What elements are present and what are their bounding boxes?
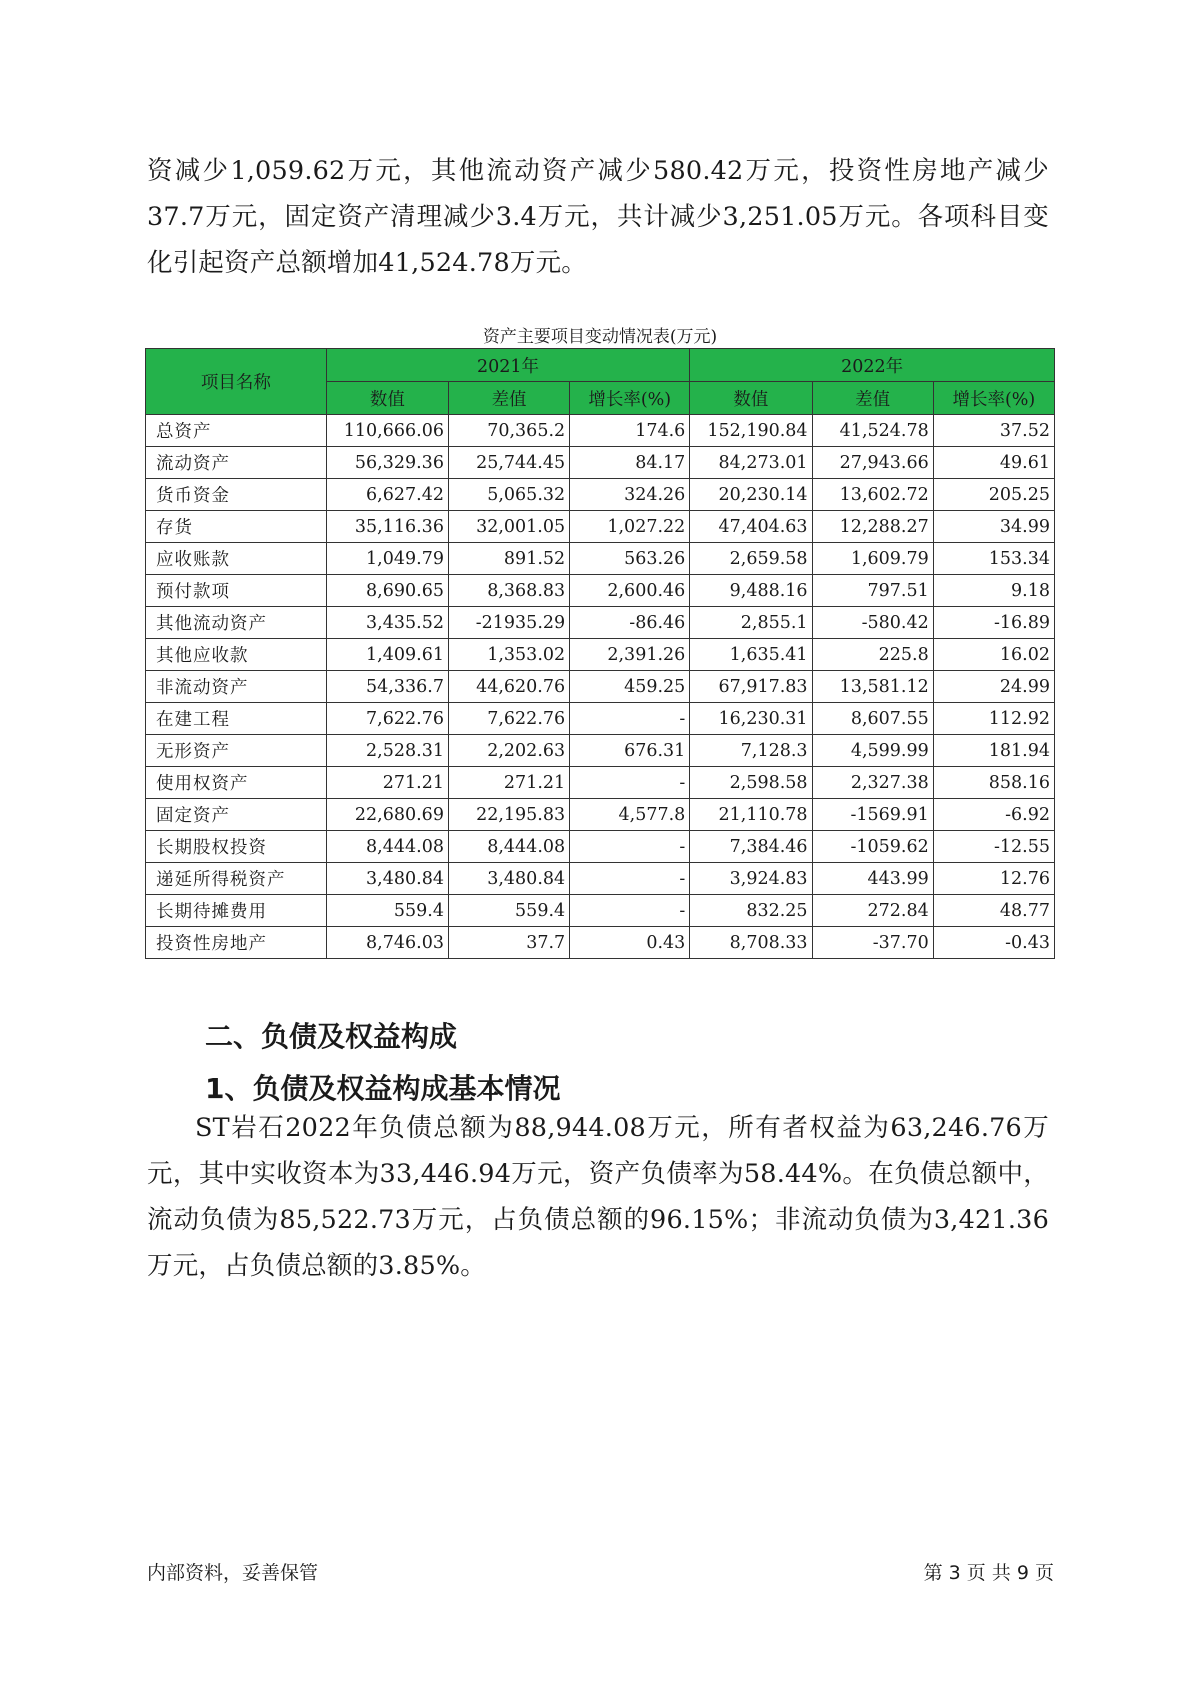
diff-2022: -580.42 (812, 607, 933, 639)
diff-2022: 4,599.99 (812, 735, 933, 767)
table-row (146, 927, 1055, 959)
row-item-name: 长期股权投资 (146, 831, 327, 863)
growth-2022: 153.34 (933, 543, 1054, 575)
diff-2021: 5,065.32 (448, 479, 569, 511)
value-2021: 35,116.36 (326, 511, 448, 543)
table-row (146, 415, 1055, 447)
growth-2021: 2,600.46 (570, 575, 690, 607)
diff-2021: 1,353.02 (448, 639, 569, 671)
table-row (146, 575, 1055, 607)
diff-2022: -1569.91 (812, 799, 933, 831)
value-2022: 2,855.1 (690, 607, 812, 639)
growth-2022: -0.43 (933, 927, 1054, 959)
value-2021: 3,480.84 (326, 863, 448, 895)
row-item-name: 非流动资产 (146, 671, 327, 703)
intro-paragraph: 资减少1,059.62万元，其他流动资产减少580.42万元，投资性房地产减少37.7万元，固定资产清理减少3.4万元，共计减少3,251.05万元。各项科目变化引起资产总额增加41,524.78万元。 (147, 156, 1049, 278)
diff-2021: 559.4 (448, 895, 569, 927)
row-item-name: 使用权资产 (146, 767, 327, 799)
table-row (146, 511, 1055, 543)
table-row (146, 639, 1055, 671)
table-row (146, 767, 1055, 799)
diff-2022: 13,602.72 (812, 479, 933, 511)
diff-2022: 797.51 (812, 575, 933, 607)
diff-2021: 8,368.83 (448, 575, 569, 607)
column-header-year-2022: 2022年 (690, 349, 1055, 382)
value-2021: 559.4 (326, 895, 448, 927)
value-2021: 3,435.52 (326, 607, 448, 639)
growth-2021: 324.26 (570, 479, 690, 511)
value-2022: 152,190.84 (690, 415, 812, 447)
growth-2021: -86.46 (570, 607, 690, 639)
growth-2021: - (570, 831, 690, 863)
value-2022: 67,917.83 (690, 671, 812, 703)
diff-2021: 25,744.45 (448, 447, 569, 479)
growth-2022: 12.76 (933, 863, 1054, 895)
value-2022: 2,659.58 (690, 543, 812, 575)
diff-2021: -21935.29 (448, 607, 569, 639)
diff-2022: 13,581.12 (812, 671, 933, 703)
diff-2022: 272.84 (812, 895, 933, 927)
table-row (146, 703, 1055, 735)
growth-2022: -16.89 (933, 607, 1054, 639)
column-header-diff: 差值 (812, 382, 933, 415)
table-row (146, 543, 1055, 575)
column-header-growth: 增长率(%) (933, 382, 1054, 415)
table-row (146, 479, 1055, 511)
row-item-name: 固定资产 (146, 799, 327, 831)
value-2021: 6,627.42 (326, 479, 448, 511)
value-2022: 7,384.46 (690, 831, 812, 863)
table-row (146, 607, 1055, 639)
table-row (146, 799, 1055, 831)
diff-2021: 2,202.63 (448, 735, 569, 767)
growth-2021: - (570, 703, 690, 735)
diff-2021: 70,365.2 (448, 415, 569, 447)
growth-2021: 1,027.22 (570, 511, 690, 543)
growth-2021: 459.25 (570, 671, 690, 703)
row-item-name: 流动资产 (146, 447, 327, 479)
diff-2022: 27,943.66 (812, 447, 933, 479)
value-2021: 22,680.69 (326, 799, 448, 831)
growth-2022: 112.92 (933, 703, 1054, 735)
value-2021: 54,336.7 (326, 671, 448, 703)
row-item-name: 其他流动资产 (146, 607, 327, 639)
diff-2022: 12,288.27 (812, 511, 933, 543)
value-2022: 2,598.58 (690, 767, 812, 799)
asset-changes-table (145, 348, 1055, 959)
diff-2022: 8,607.55 (812, 703, 933, 735)
row-item-name: 存货 (146, 511, 327, 543)
diff-2022: 41,524.78 (812, 415, 933, 447)
growth-2021: 4,577.8 (570, 799, 690, 831)
value-2022: 1,635.41 (690, 639, 812, 671)
column-header-item-name: 项目名称 (146, 349, 327, 415)
growth-2022: 48.77 (933, 895, 1054, 927)
column-header-value: 数值 (326, 382, 448, 415)
diff-2021: 8,444.08 (448, 831, 569, 863)
diff-2022: 1,609.79 (812, 543, 933, 575)
growth-2021: 84.17 (570, 447, 690, 479)
diff-2021: 32,001.05 (448, 511, 569, 543)
growth-2022: -12.55 (933, 831, 1054, 863)
diff-2021: 44,620.76 (448, 671, 569, 703)
value-2021: 56,329.36 (326, 447, 448, 479)
diff-2022: 225.8 (812, 639, 933, 671)
growth-2021: 0.43 (570, 927, 690, 959)
diff-2021: 891.52 (448, 543, 569, 575)
growth-2022: 49.61 (933, 447, 1054, 479)
growth-2021: - (570, 767, 690, 799)
table-body (146, 415, 1055, 959)
diff-2021: 37.7 (448, 927, 569, 959)
value-2022: 20,230.14 (690, 479, 812, 511)
summary-paragraph: ST岩石2022年负债总额为88,944.08万元，所有者权益为63,246.76万元，其中实收资本为33,446.94万元，资产负债率为58.44%。在负债总额中，流动负债为85,522.73万元，占负债总额的96.15%；非流动负债为3,421.36万元，占负债总额的3.85%。 (147, 1113, 1049, 1281)
value-2022: 47,404.63 (690, 511, 812, 543)
table-caption: 资产主要项目变动情况表(万元) (482, 327, 718, 347)
row-item-name: 递延所得税资产 (146, 863, 327, 895)
value-2021: 8,746.03 (326, 927, 448, 959)
diff-2021: 3,480.84 (448, 863, 569, 895)
growth-2022: 37.52 (933, 415, 1054, 447)
footer-page-number: 第 3 页 共 9 页 (923, 1562, 1054, 1584)
diff-2021: 22,195.83 (448, 799, 569, 831)
row-item-name: 其他应收款 (146, 639, 327, 671)
value-2022: 3,924.83 (690, 863, 812, 895)
diff-2021: 7,622.76 (448, 703, 569, 735)
table-row (146, 831, 1055, 863)
diff-2022: 2,327.38 (812, 767, 933, 799)
growth-2022: 181.94 (933, 735, 1054, 767)
value-2021: 7,622.76 (326, 703, 448, 735)
growth-2022: -6.92 (933, 799, 1054, 831)
table-row (146, 735, 1055, 767)
value-2021: 1,049.79 (326, 543, 448, 575)
value-2021: 8,690.65 (326, 575, 448, 607)
table-row (146, 895, 1055, 927)
value-2022: 21,110.78 (690, 799, 812, 831)
row-item-name: 在建工程 (146, 703, 327, 735)
value-2021: 271.21 (326, 767, 448, 799)
growth-2021: 563.26 (570, 543, 690, 575)
row-item-name: 预付款项 (146, 575, 327, 607)
column-header-value: 数值 (690, 382, 812, 415)
value-2022: 84,273.01 (690, 447, 812, 479)
section-heading: 二、负债及权益构成 (205, 1020, 458, 1053)
growth-2022: 24.99 (933, 671, 1054, 703)
row-item-name: 应收账款 (146, 543, 327, 575)
row-item-name: 无形资产 (146, 735, 327, 767)
table-header-row-years (146, 349, 1055, 382)
diff-2022: -37.70 (812, 927, 933, 959)
subsection-heading: 1、负债及权益构成基本情况 (205, 1072, 561, 1105)
column-header-year-2021: 2021年 (326, 349, 690, 382)
table-row (146, 671, 1055, 703)
growth-2021: - (570, 895, 690, 927)
diff-2021: 271.21 (448, 767, 569, 799)
column-header-diff: 差值 (448, 382, 569, 415)
table-row (146, 447, 1055, 479)
row-item-name: 货币资金 (146, 479, 327, 511)
row-item-name: 投资性房地产 (146, 927, 327, 959)
value-2022: 7,128.3 (690, 735, 812, 767)
value-2022: 8,708.33 (690, 927, 812, 959)
growth-2021: - (570, 863, 690, 895)
table-row (146, 863, 1055, 895)
diff-2022: 443.99 (812, 863, 933, 895)
value-2021: 110,666.06 (326, 415, 448, 447)
column-header-growth: 增长率(%) (570, 382, 690, 415)
value-2022: 16,230.31 (690, 703, 812, 735)
value-2021: 2,528.31 (326, 735, 448, 767)
diff-2022: -1059.62 (812, 831, 933, 863)
row-item-name: 长期待摊费用 (146, 895, 327, 927)
growth-2021: 676.31 (570, 735, 690, 767)
footer-confidential-note: 内部资料，妥善保管 (147, 1562, 319, 1584)
growth-2021: 174.6 (570, 415, 690, 447)
value-2022: 832.25 (690, 895, 812, 927)
growth-2022: 34.99 (933, 511, 1054, 543)
growth-2022: 16.02 (933, 639, 1054, 671)
value-2021: 1,409.61 (326, 639, 448, 671)
growth-2022: 205.25 (933, 479, 1054, 511)
value-2021: 8,444.08 (326, 831, 448, 863)
growth-2022: 9.18 (933, 575, 1054, 607)
row-item-name: 总资产 (146, 415, 327, 447)
growth-2022: 858.16 (933, 767, 1054, 799)
growth-2021: 2,391.26 (570, 639, 690, 671)
value-2022: 9,488.16 (690, 575, 812, 607)
